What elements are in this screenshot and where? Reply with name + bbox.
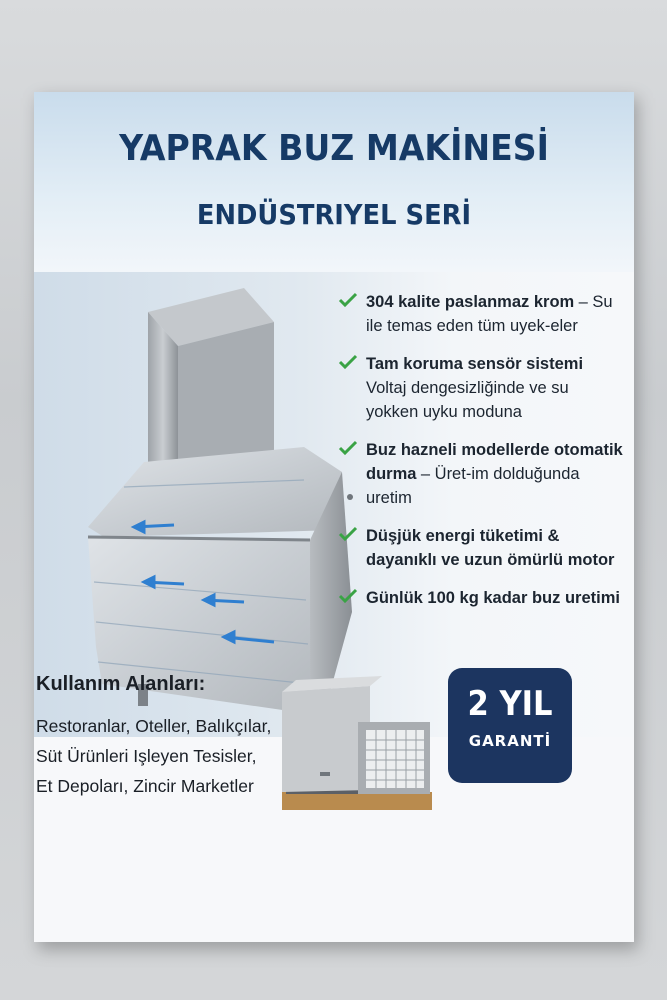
feature-bold: Buz hazneli modellerde otomatik durma <box>366 441 623 483</box>
feature-item <box>334 524 624 572</box>
check-icon <box>338 440 358 456</box>
feature-text: Voltaj dengesizliğinde ve su yokken uyku moduna <box>366 379 569 421</box>
ice-machine-illustration <box>74 282 364 737</box>
check-icon <box>338 588 358 604</box>
feature-item <box>334 290 624 338</box>
check-icon <box>338 292 358 308</box>
usage-title: Kullanım Alanları: <box>36 673 206 695</box>
feature-item <box>334 352 624 424</box>
feature-item <box>334 438 624 510</box>
usage-text: Restoranlar, Oteller, Balıkçılar, Süt Ürünleri Işleyen Tesisler, Et Depoları, Zincir Marketler <box>36 716 272 796</box>
condenser-unit-illustration <box>270 672 440 832</box>
feature-bold: Günlük 100 kg kadar buz uretimi <box>366 589 620 607</box>
feature-bold: Düşjük energi tüketimi & dayanıklı ve uzun ömürlü motor <box>366 527 615 569</box>
warranty-badge <box>448 668 572 783</box>
check-icon <box>338 526 358 542</box>
check-icon <box>338 354 358 370</box>
poster-subtitle: ENDÜSTRIYEL SERİ <box>196 198 472 231</box>
feature-bold: Tam koruma sensör sistemi <box>366 355 584 373</box>
feature-text: – Üret-im dolduğunda uretim <box>366 465 580 507</box>
warranty-label: GARANTİ <box>468 732 552 750</box>
poster-title: YAPRAK BUZ MAKİNESİ <box>119 128 549 169</box>
feature-list <box>334 290 624 624</box>
feature-item <box>334 586 624 610</box>
warranty-years: 2 YIL <box>467 684 553 724</box>
poster-header <box>34 92 634 272</box>
feature-text: – Su ile temas eden tüm uyek-eler <box>366 293 613 335</box>
feature-bold: 304 kalite paslanmaz krom <box>366 293 575 311</box>
